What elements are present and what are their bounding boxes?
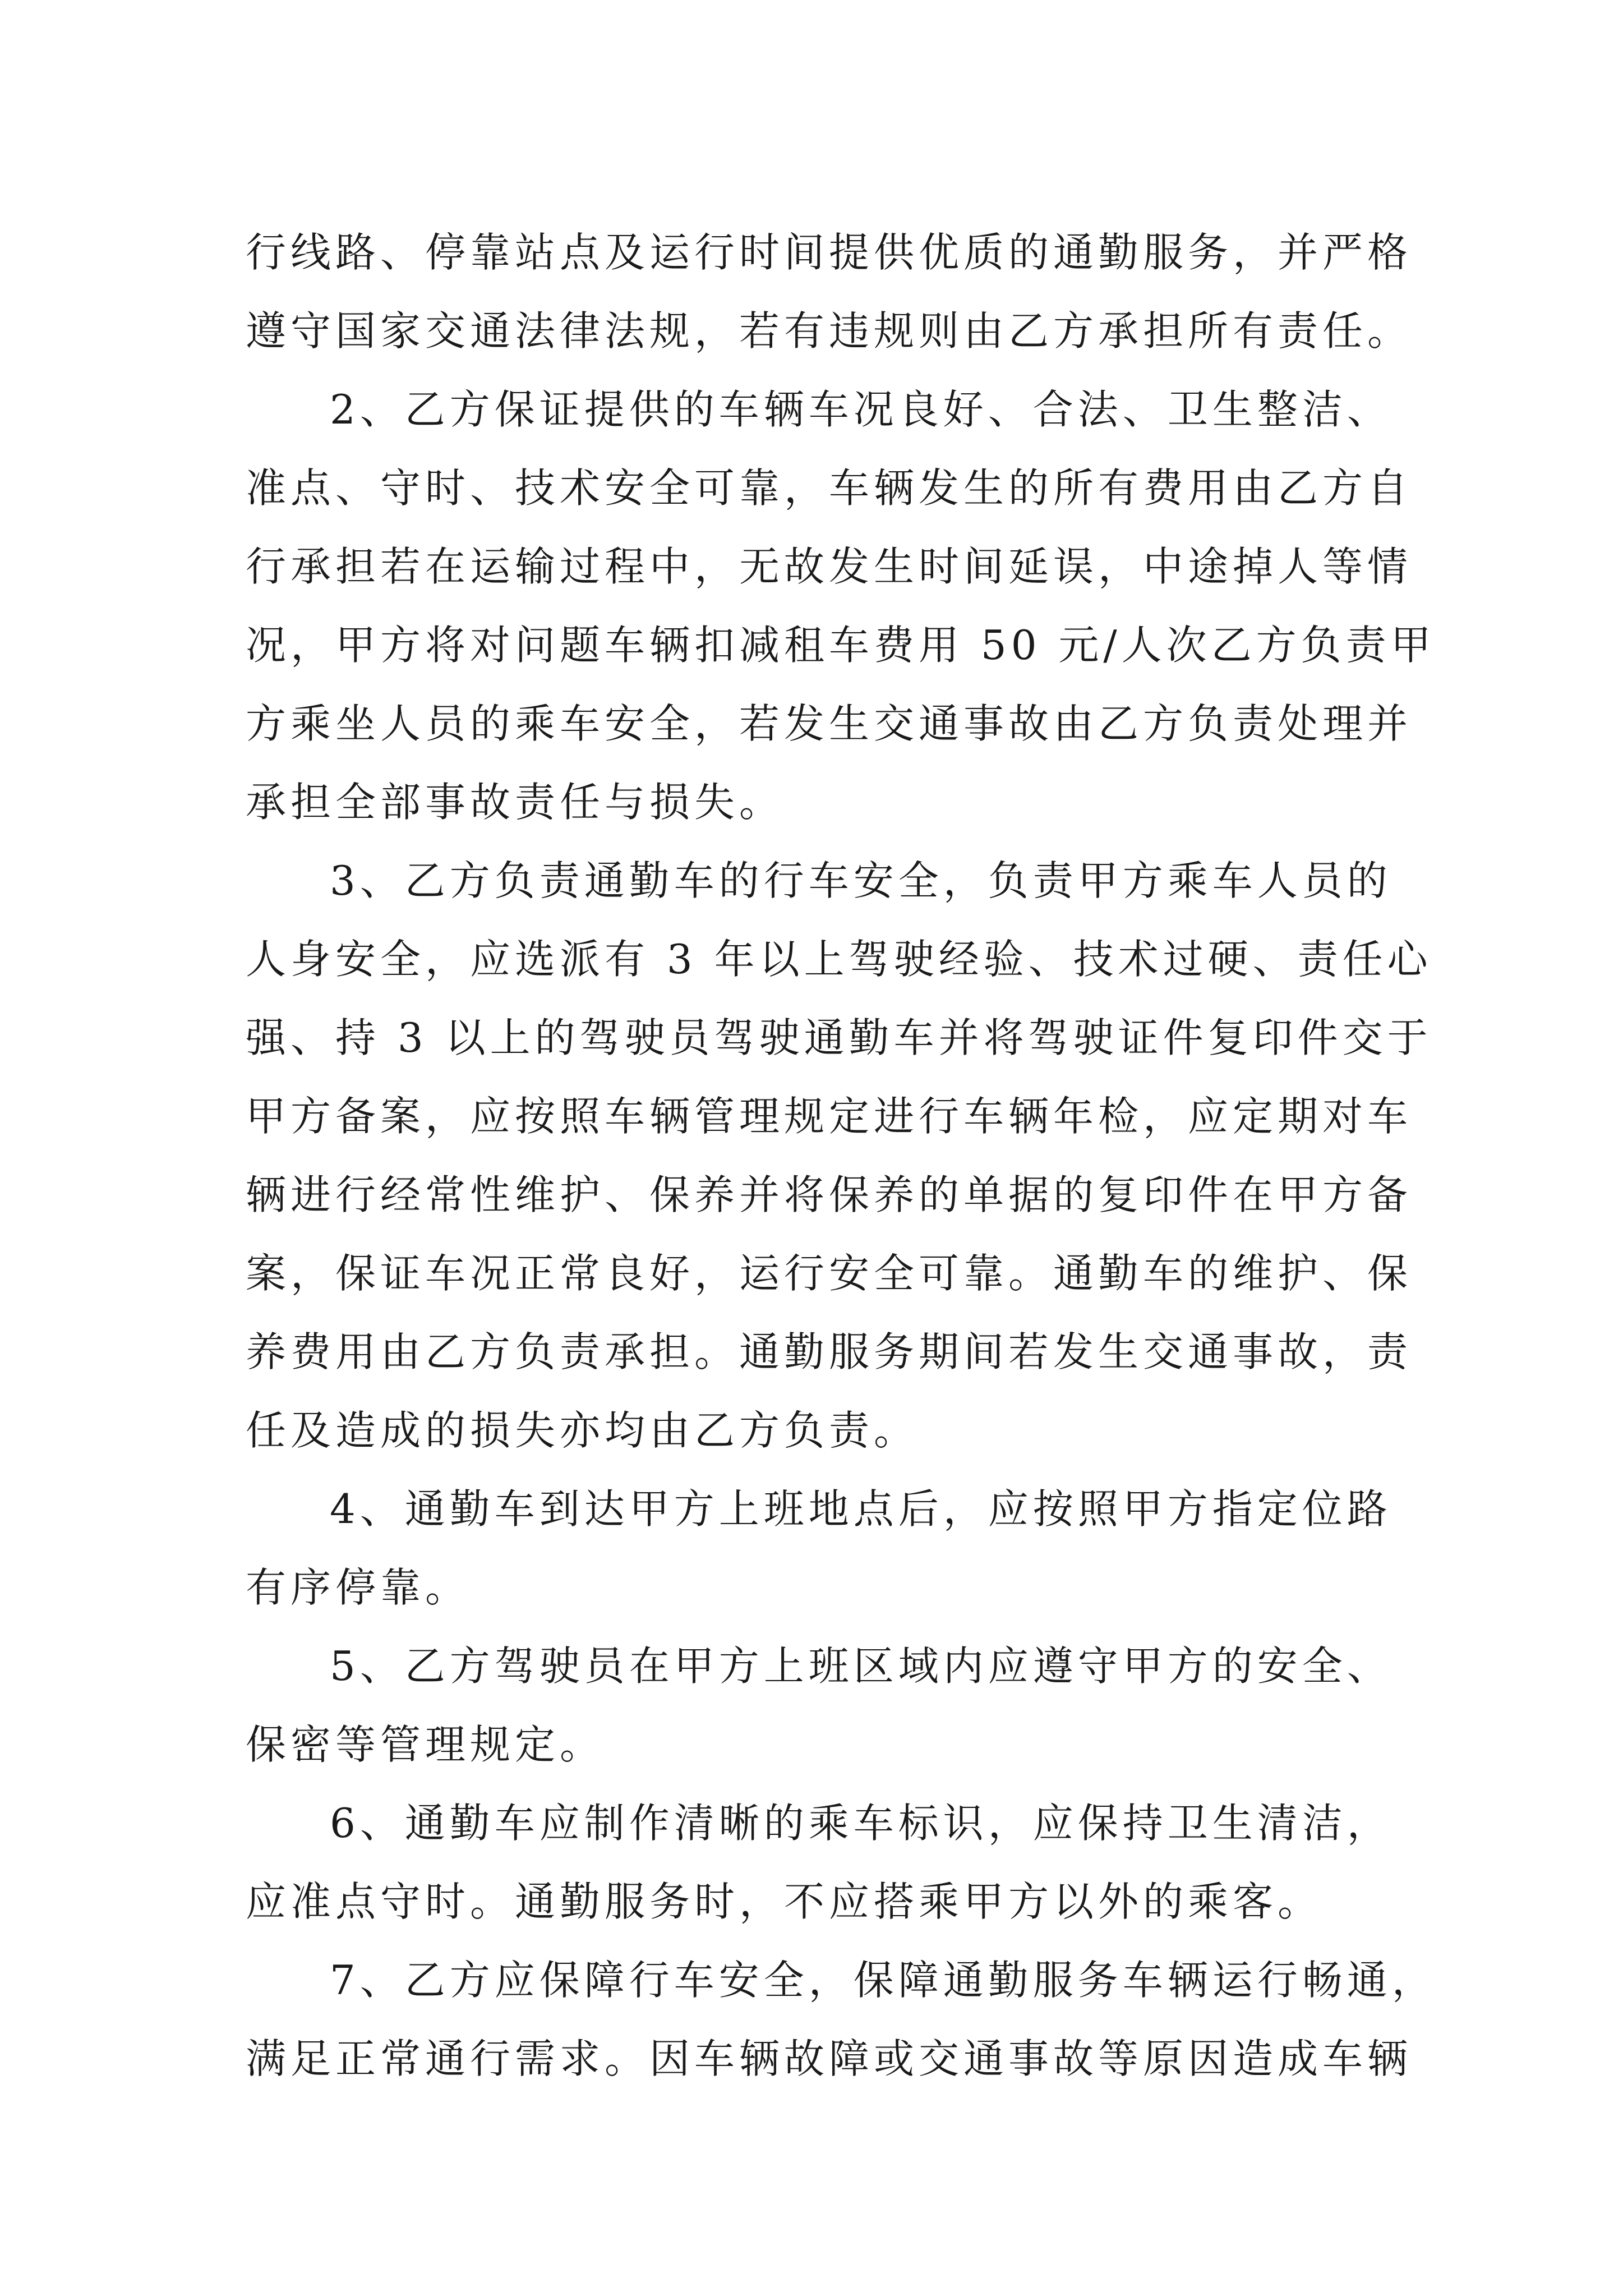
text-line: 况，甲方将对问题车辆扣减租车费用 50 元/人次乙方负责甲 (246, 622, 1436, 669)
clause-7-line: 7、乙方应保障行车安全，保障通勤服务车辆运行畅通， (330, 1957, 1437, 2004)
text-line: 人身安全，应选派有 3 年以上驾驶经验、技术过硬、责任心 (246, 936, 1432, 983)
text-line: 案，保证车况正常良好，运行安全可靠。通勤车的维护、保 (246, 1250, 1413, 1297)
clause-6-line: 6、通勤车应制作清晰的乘车标识，应保持卫生清洁， (330, 1800, 1392, 1847)
clause-5-line: 5、乙方驾驶员在甲方上班区域内应遵守甲方的安全、 (330, 1642, 1392, 1690)
text-line: 满足正常通行需求。因车辆故障或交通事故等原因造成车辆 (246, 2035, 1413, 2082)
text-line: 养费用由乙方负责承担。通勤服务期间若发生交通事故，责 (246, 1328, 1413, 1375)
text-line: 遵守国家交通法律法规，若有违规则由乙方承担所有责任。 (246, 307, 1413, 355)
clause-3-line: 3、乙方负责通勤车的行车安全，负责甲方乘车人员的 (330, 857, 1392, 904)
text-line: 准点、守时、技术安全可靠，车辆发生的所有费用由乙方自 (246, 464, 1413, 512)
text-line: 应准点守时。通勤服务时，不应搭乘甲方以外的乘客。 (246, 1878, 1323, 1925)
text-line: 任及造成的损失亦均由乙方负责。 (246, 1407, 919, 1454)
text-line: 方乘坐人员的乘车安全，若发生交通事故由乙方负责处理并 (246, 700, 1413, 747)
text-line: 甲方备案，应按照车辆管理规定进行车辆年检，应定期对车 (246, 1093, 1413, 1140)
text-line: 强、持 3 以上的驾驶员驾驶通勤车并将驾驶证件复印件交于 (246, 1014, 1432, 1061)
clause-4-line: 4、通勤车到达甲方上班地点后，应按照甲方指定位路 (330, 1485, 1392, 1533)
text-line: 保密等管理规定。 (246, 1721, 605, 1768)
text-line: 行线路、停靠站点及运行时间提供优质的通勤服务，并严格 (246, 229, 1413, 276)
clause-2-line: 2、乙方保证提供的车辆车况良好、合法、卫生整洁、 (330, 386, 1392, 433)
text-line: 承担全部事故责任与损失。 (246, 779, 785, 826)
contract-body-text (246, 213, 1437, 2098)
text-line: 有序停靠。 (246, 1564, 471, 1611)
text-line: 辆进行经常性维护、保养并将保养的单据的复印件在甲方备 (246, 1171, 1413, 1218)
text-line: 行承担若在运输过程中，无故发生时间延误，中途掉人等情 (246, 543, 1413, 590)
